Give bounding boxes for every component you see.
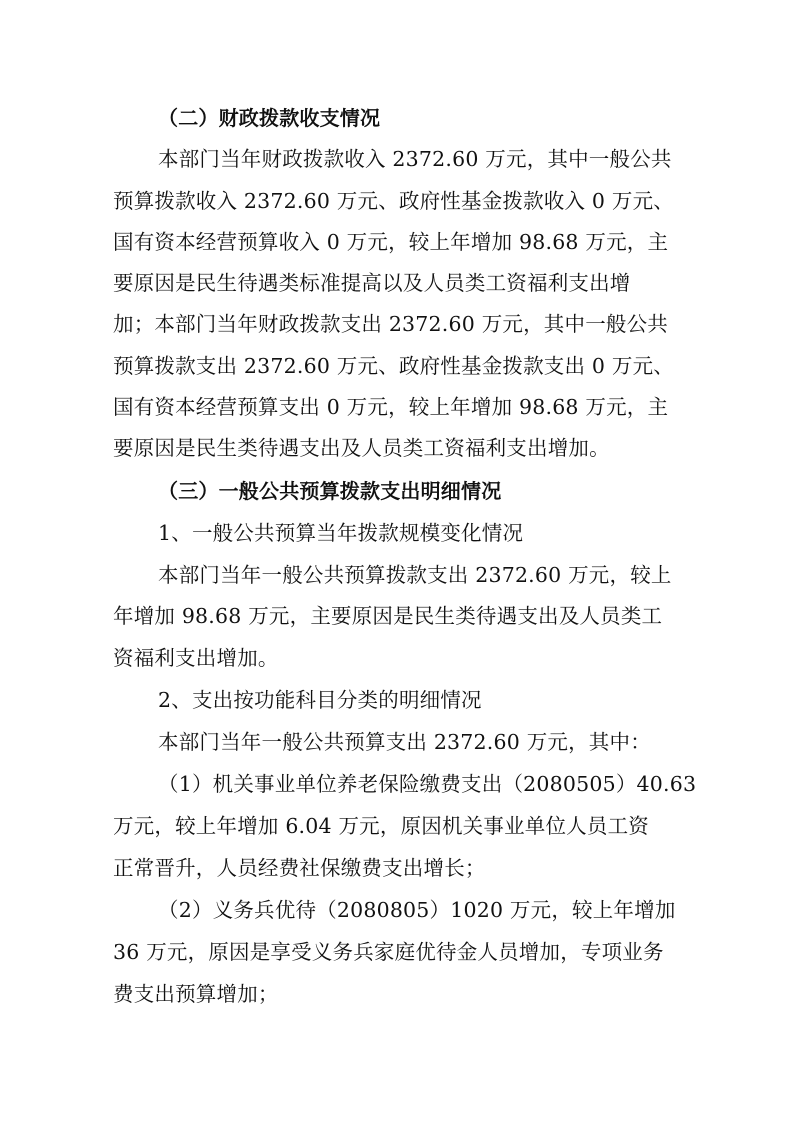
section-heading-general-budget-detail: （三）一般公共预算拨款支出明细情况 (158, 479, 502, 503)
paragraph-line: 要原因是民生待遇类标准提高以及人员类工资福利支出增 (113, 271, 631, 295)
paragraph-line: 预算拨款支出 2372.60 万元、政府性基金拨款支出 0 万元、 (113, 354, 674, 378)
subsection-title: 1、一般公共预算当年拨款规模变化情况 (158, 521, 524, 545)
list-item-line: 36 万元，原因是享受义务兵家庭优待金人员增加，专项业务 (113, 940, 664, 964)
subsection-title: 2、支出按功能科目分类的明细情况 (158, 688, 482, 712)
list-item-line: 万元，较上年增加 6.04 万元，原因机关事业单位人员工资 (113, 814, 649, 838)
paragraph-line: 要原因是民生类待遇支出及人员类工资福利支出增加。 (113, 436, 610, 460)
list-item-line: 正常晋升，人员经费社保缴费支出增长； (113, 856, 486, 880)
paragraph-line: 本部门当年一般公共预算支出 2372.60 万元，其中： (158, 730, 651, 754)
section-heading-fiscal-appropriation: （二）财政拨款收支情况 (158, 106, 381, 130)
paragraph-line: 资福利支出增加。 (113, 646, 279, 670)
paragraph-line: 本部门当年财政拨款收入 2372.60 万元，其中一般公共 (158, 147, 672, 171)
paragraph-line: 预算拨款收入 2372.60 万元、政府性基金拨款收入 0 万元、 (113, 189, 674, 213)
list-item-line: （2）义务兵优待（2080805）1020 万元，较上年增加 (158, 898, 676, 922)
paragraph-line: 本部门当年一般公共预算拨款支出 2372.60 万元，较上 (158, 563, 672, 587)
paragraph-line: 加；本部门当年财政拨款支出 2372.60 万元，其中一般公共 (113, 312, 669, 336)
list-item-line: （1）机关事业单位养老保险缴费支出（2080505）40.63 (158, 772, 697, 796)
paragraph-line: 国有资本经营预算收入 0 万元，较上年增加 98.68 万元，主 (113, 230, 669, 254)
paragraph-line: 国有资本经营预算支出 0 万元，较上年增加 98.68 万元，主 (113, 395, 669, 419)
paragraph-line: 年增加 98.68 万元，主要原因是民生类待遇支出及人员类工 (113, 604, 663, 628)
list-item-line: 费支出预算增加； (113, 982, 279, 1006)
